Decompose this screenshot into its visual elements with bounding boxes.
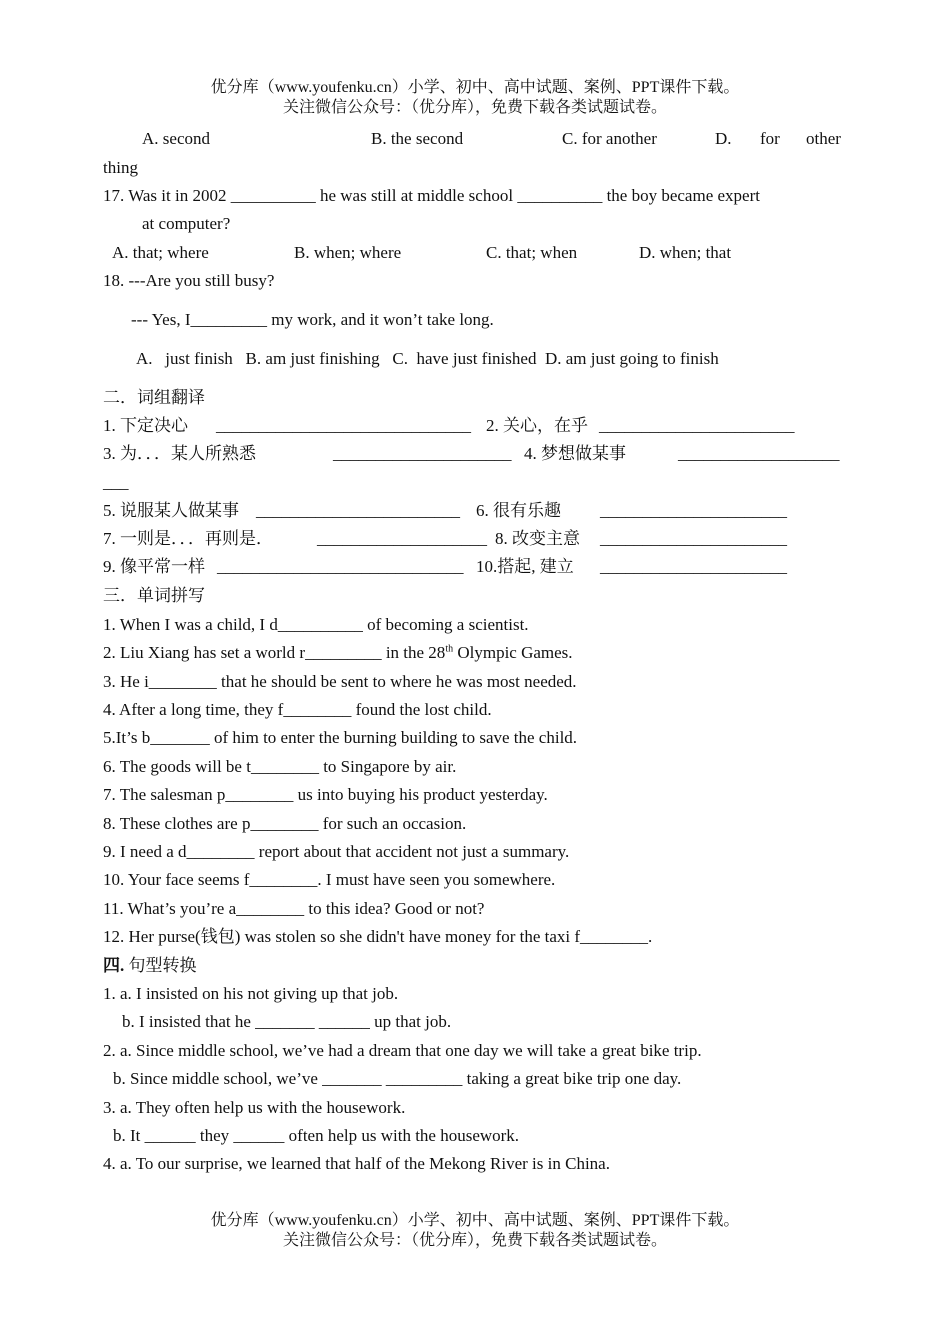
transform-1a: 1. a. I insisted on his not giving up that job.: [103, 984, 399, 1003]
spelling-item-11: 11. What’s you’re a________ to this idea? Good or not?: [103, 899, 485, 918]
spelling-item-8: 8. These clothes are p________ for such an occasion.: [103, 814, 467, 833]
spelling-item-6: 6. The goods will be t________ to Singapore by air.: [103, 757, 457, 776]
phrase-4-blank-wrap: ___: [103, 473, 129, 492]
transform-2a: 2. a. Since middle school, we’ve had a dream that one day we will take a great bike trip.: [103, 1041, 702, 1060]
transform-3a: 3. a. They often help us with the housework.: [103, 1098, 406, 1117]
q17-stem-cont: at computer?: [142, 214, 231, 233]
spelling-item-3: 3. He i________ that he should be sent to where he was most needed.: [103, 672, 577, 691]
page-header-line1: 优分库（www.youfenku.cn）小学、初中、高中试题、案例、PPT课件下载。: [210, 79, 740, 96]
spelling-item-9: 9. I need a d________ report about that accident not just a summary.: [103, 842, 570, 861]
section4-title: 四. 句型转换: [103, 956, 197, 975]
spelling-item-10: 10. Your face seems f________. I must have seen you somewhere.: [103, 870, 556, 889]
phrase-8-blank: ______________________: [600, 529, 787, 548]
phrase-10-blank: ______________________: [600, 557, 787, 576]
phrase-1-blank: ______________________________: [216, 416, 471, 435]
spelling-item-5: 5.It’s b_______ of him to enter the burning building to save the child.: [103, 728, 578, 747]
phrase-4-label: 4. 梦想做某事: [524, 444, 626, 463]
phrase-4-blank: ___________________: [678, 444, 840, 463]
q17-option-b: B. when; where: [294, 243, 402, 262]
q16-option-b: B. the second: [371, 129, 464, 148]
q16-option-a: A. second: [142, 129, 210, 148]
phrase-3-label: 3. 为．．．某人所熟悉: [103, 444, 256, 463]
q16-option-d-word3: thing: [103, 158, 138, 177]
section3-title: 三．单词拼写: [103, 586, 205, 605]
transform-4a: 4. a. To our surprise, we learned that half of the Mekong River is in China.: [103, 1154, 610, 1173]
phrase-5-blank: ________________________: [256, 501, 460, 520]
page-header-line2: 关注微信公众号：（优分库），免费下载各类试题试卷。: [282, 99, 667, 116]
phrase-7-label: 7. 一则是．．．再则是．: [103, 529, 273, 548]
q16-option-d-word1: for: [760, 129, 780, 148]
q18-options: A. just finish B. am just finishing C. have just finished D. am just going to finish: [136, 349, 719, 368]
phrase-7-blank: ____________________: [317, 529, 487, 548]
q16-option-c: C. for another: [562, 129, 657, 148]
spelling-item-12: 12. Her purse(钱包) was stolen so she didn't have money for the taxi f________.: [103, 927, 653, 946]
phrase-3-blank: _____________________: [333, 444, 512, 463]
q17-option-c: C. that; when: [486, 243, 578, 262]
spelling-item-1: 1. When I was a child, I d__________ of becoming a scientist.: [103, 615, 529, 634]
q16-option-d-label: D.: [715, 129, 732, 148]
phrase-8-label: 8. 改变主意: [495, 529, 580, 548]
section2-title: 二．词组翻译: [103, 388, 205, 407]
phrase-2-blank: _______________________: [599, 416, 795, 435]
transform-1b: b. I insisted that he _______ ______ up that job.: [122, 1012, 452, 1031]
page-footer-line2: 关注微信公众号：（优分库），免费下载各类试题试卷。: [282, 1232, 667, 1249]
transform-2b: b. Since middle school, we’ve _______ _________ taking a great bike trip one day.: [113, 1069, 682, 1088]
q17-option-d: D. when; that: [639, 243, 732, 262]
phrase-10-label: 10.搭起, 建立: [476, 557, 574, 576]
phrase-1-label: 1. 下定决心: [103, 416, 188, 435]
phrase-6-blank: ______________________: [600, 501, 787, 520]
spelling-item-2: 2. Liu Xiang has set a world r_________ in the 28th Olympic Games.: [103, 643, 573, 662]
q18-stem: 18. ---Are you still busy?: [103, 271, 275, 290]
spelling-item-4: 4. After a long time, they f________ found the lost child.: [103, 700, 492, 719]
phrase-9-blank: _____________________________: [217, 557, 464, 576]
q18-reply: --- Yes, I_________ my work, and it won’t take long.: [131, 310, 494, 329]
q17-option-a: A. that; where: [112, 243, 209, 262]
phrase-9-label: 9. 像平常一样: [103, 557, 205, 576]
phrase-6-label: 6. 很有乐趣: [476, 501, 561, 520]
phrase-2-label: 2. 关心，在乎: [486, 416, 588, 435]
transform-3b: b. It ______ they ______ often help us with the housework.: [113, 1126, 520, 1145]
phrase-5-label: 5. 说服某人做某事: [103, 501, 239, 520]
q17-stem: 17. Was it in 2002 __________ he was still at middle school __________ the boy became expert: [103, 186, 760, 205]
spelling-item-7: 7. The salesman p________ us into buying his product yesterday.: [103, 785, 548, 804]
page-footer-line1: 优分库（www.youfenku.cn）小学、初中、高中试题、案例、PPT课件下载。: [210, 1212, 740, 1229]
q16-option-d-word2: other: [806, 129, 841, 148]
